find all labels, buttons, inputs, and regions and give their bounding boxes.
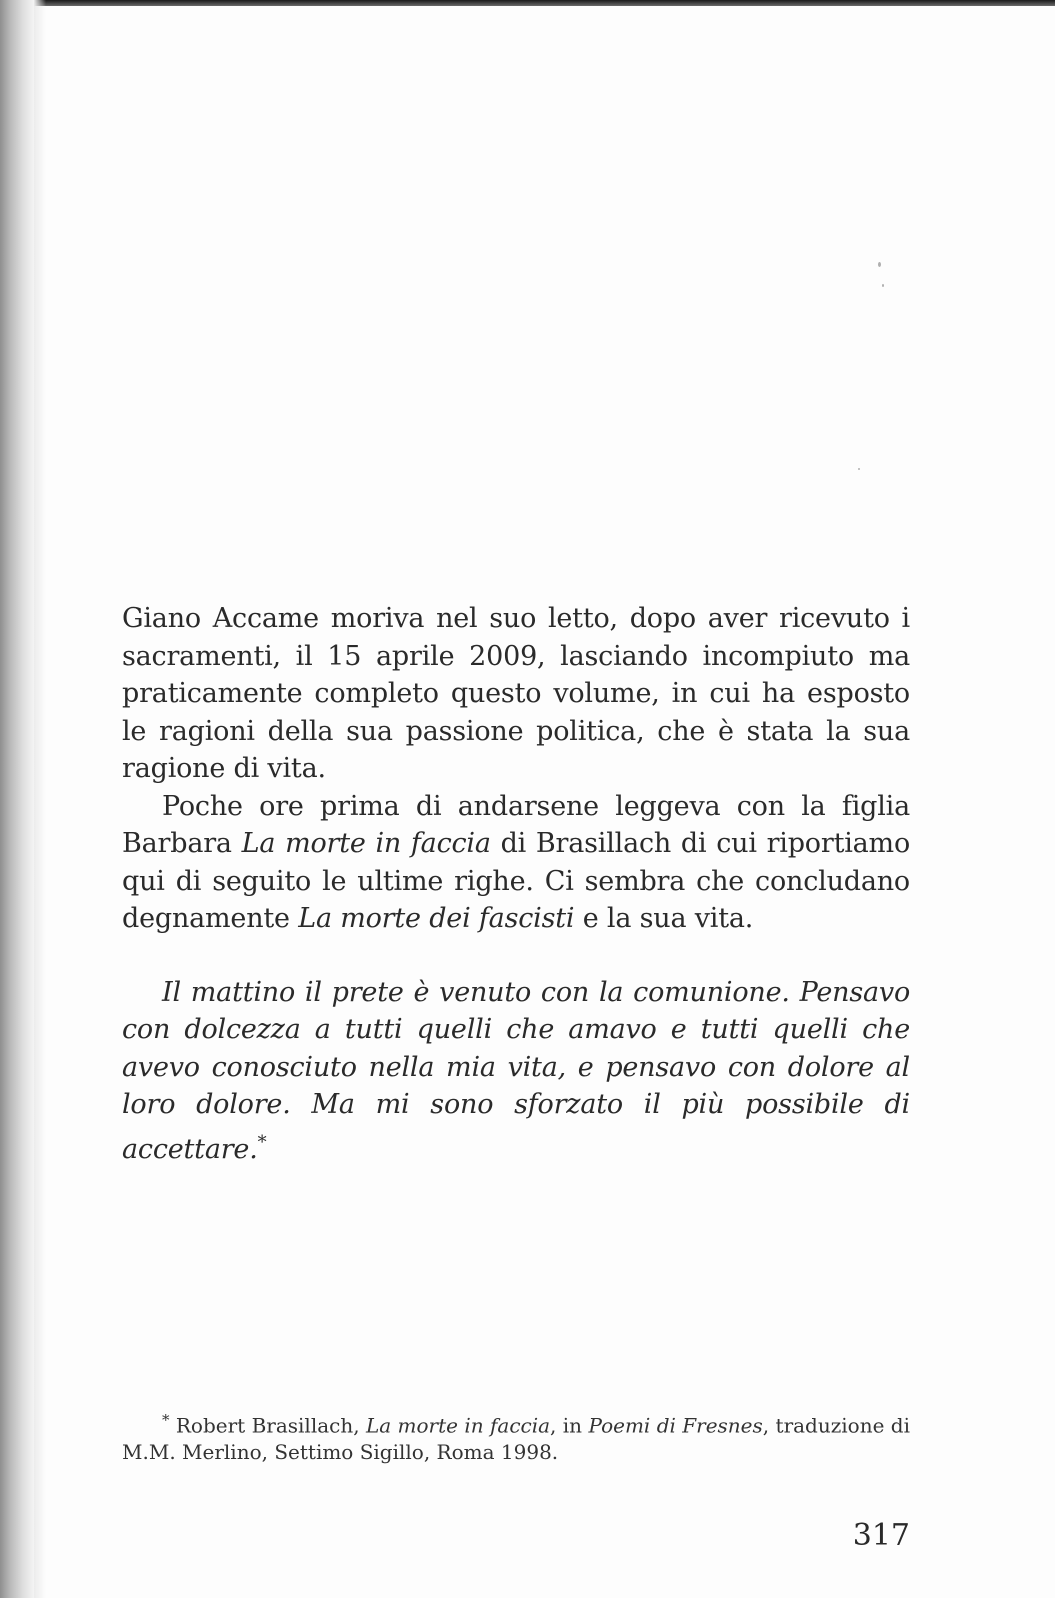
paper-speck [882, 284, 884, 287]
paragraph-1: Giano Accame moriva nel suo letto, dopo aver ricevuto i sacramenti, il 15 aprile 2009, lasciando incompiuto ma praticamente completo questo volume, in cui ha esposto le ragioni della sua passione politica, che è stata la sua ragione di vita. [122, 603, 910, 784]
book-title-la-morte-in-faccia: La morte in faccia [241, 828, 491, 859]
paragraph-2 [122, 788, 910, 938]
paper-speck [878, 262, 881, 267]
quotation-text: Il mattino il prete è venuto con la comunione. Pensavo con dolcezza a tutti quelli che amavo e tutti quelli che avevo conosciuto nella mia vita, e pensavo con dolore al loro dolore. Ma mi sono sforzato il più possibile di accettare. [122, 976, 910, 1165]
footnote-in: , in [550, 1413, 589, 1438]
footnote-work-title: La morte in faccia [365, 1413, 551, 1438]
paragraph-2-text-c: e la sua vita. [574, 903, 754, 934]
footnote-reference: * [257, 1131, 267, 1153]
page-number: 317 [852, 1518, 910, 1553]
footnote-rest: , traduzione di M.M. Merlino, Settimo Sigillo, Roma 1998. [122, 1413, 910, 1464]
body-text [122, 600, 910, 1168]
footnote-author: Robert Brasillach, [169, 1413, 366, 1438]
paragraph-2-text-b: di Brasillach di cui riportiamo qui di seguito le ultime righe. Ci sembra che concludano degnamente [122, 828, 911, 934]
paragraph-2-text-a: Poche ore prima di andarsene leggeva con la figlia Barbara [122, 790, 910, 859]
paper-speck [858, 468, 860, 470]
top-edge-rule [0, 0, 1055, 6]
quotation [122, 974, 910, 1169]
binding-shadow [34, 0, 46, 1598]
footnote-marker: * [162, 1411, 170, 1429]
binding-edge [0, 0, 34, 1598]
footnote-collection: Poemi di Fresnes [588, 1413, 763, 1438]
book-title-la-morte-dei-fascisti: La morte dei fascisti [298, 903, 575, 934]
footnote [122, 1407, 910, 1465]
